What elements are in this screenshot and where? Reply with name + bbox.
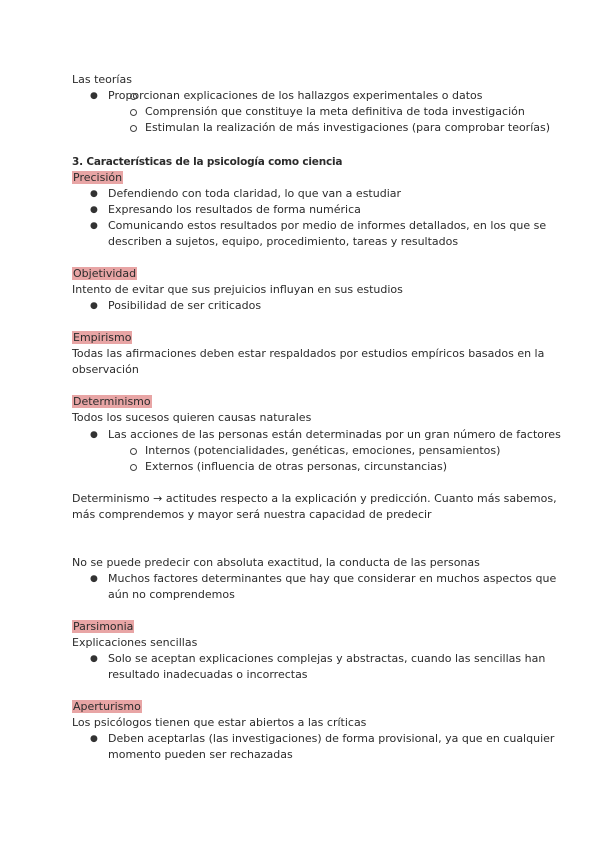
precision-bullet-1: Defendiendo con toda claridad, lo que van a estudiar [108,187,402,200]
determinismo-text: Todos los sucesos quieren causas naturales [72,411,312,424]
precision-heading [72,170,123,186]
bullet-dot: ● [90,91,98,101]
sub-bullet-circle [130,448,137,455]
precision-label: Precisión [73,171,123,184]
aperturismo-text: Los psicólogos tienen que estar abiertos a las críticas [72,716,367,729]
bullet-dot: ● [90,301,98,311]
intro-bullet: Proporcionan explicaciones de los hallazgos experimentales o datos [108,89,483,102]
intro-sub-2: Estimulan la realización de más investigaciones (para comprobar teorías) [145,121,551,134]
determinismo-sub-1: Internos (potencialidades, genéticas, emociones, pensamientos) [145,444,501,457]
determinismo-label: Determinismo [73,395,151,408]
intro-title: Las teorías [72,73,132,86]
section-title: 3. Características de la psicología como ciencia [72,156,343,168]
determinismo-para-3: No se puede predecir con absoluta exactitud, la conducta de las personas [72,556,480,569]
bullet-dot: ● [90,734,98,744]
determinismo-sub-2: Externos (influencia de otras personas, circunstancias) [145,460,448,473]
bullet-dot: ● [90,221,98,231]
determinismo-heading [72,394,152,410]
parsimonia-label: Parsimonia [73,620,134,633]
objetividad-heading [72,266,137,282]
bullet-dot: ● [90,430,98,440]
sub-bullet-circle [130,464,137,471]
objetividad-label: Objetividad [73,267,137,280]
determinismo-para-1: Determinismo → actitudes respecto a la explicación y predicción. Cuanto más sabemos, [72,492,557,505]
parsimonia-bullet: Solo se aceptan explicaciones complejas y abstractas, cuando las sencillas han [108,652,546,665]
sub-bullet-circle [130,93,137,100]
objetividad-bullet: Posibilidad de ser criticados [108,299,262,312]
parsimonia-heading [72,619,134,635]
empirismo-text-1: Todas las afirmaciones deben estar respaldados por estudios empíricos basados en la [72,347,545,360]
aperturismo-bullet-cont: momento pueden ser rechazadas [108,748,293,761]
empirismo-text-2: observación [72,363,139,376]
precision-bullet-3: Comunicando estos resultados por medio de informes detallados, en los que se [108,219,547,232]
empirismo-heading [72,330,132,346]
parsimonia-bullet-cont: resultado inadecuadas o incorrectas [108,668,308,681]
bullet-dot: ● [90,654,98,664]
determinismo-bullet: Las acciones de las personas están determinadas por un gran número de factores [108,428,561,441]
determinismo-para-2: más comprendemos y mayor será nuestra capacidad de predecir [72,508,432,521]
bullet-dot: ● [90,189,98,199]
bullet-dot: ● [90,574,98,584]
objetividad-text: Intento de evitar que sus prejuicios influyan en sus estudios [72,283,403,296]
aperturismo-bullet: Deben aceptarlas (las investigaciones) de forma provisional, ya que en cualquier [108,732,555,745]
aperturismo-label: Aperturismo [73,700,141,713]
sub-bullet-circle [130,125,137,132]
precision-bullet-2: Expresando los resultados de forma numérica [108,203,361,216]
intro-sub-1: Comprensión que constituye la meta definitiva de toda investigación [145,105,525,118]
parsimonia-text: Explicaciones sencillas [72,636,198,649]
bullet-dot: ● [90,205,98,215]
aperturismo-heading [72,699,142,715]
precision-bullet-3-cont: describen a sujetos, equipo, procedimiento, tareas y resultados [108,235,459,248]
determinismo-bullet-2-cont: aún no comprendemos [108,588,235,601]
sub-bullet-circle [130,109,137,116]
empirismo-label: Empirismo [73,331,132,344]
determinismo-bullet-2: Muchos factores determinantes que hay que considerar en muchos aspectos que [108,572,557,585]
